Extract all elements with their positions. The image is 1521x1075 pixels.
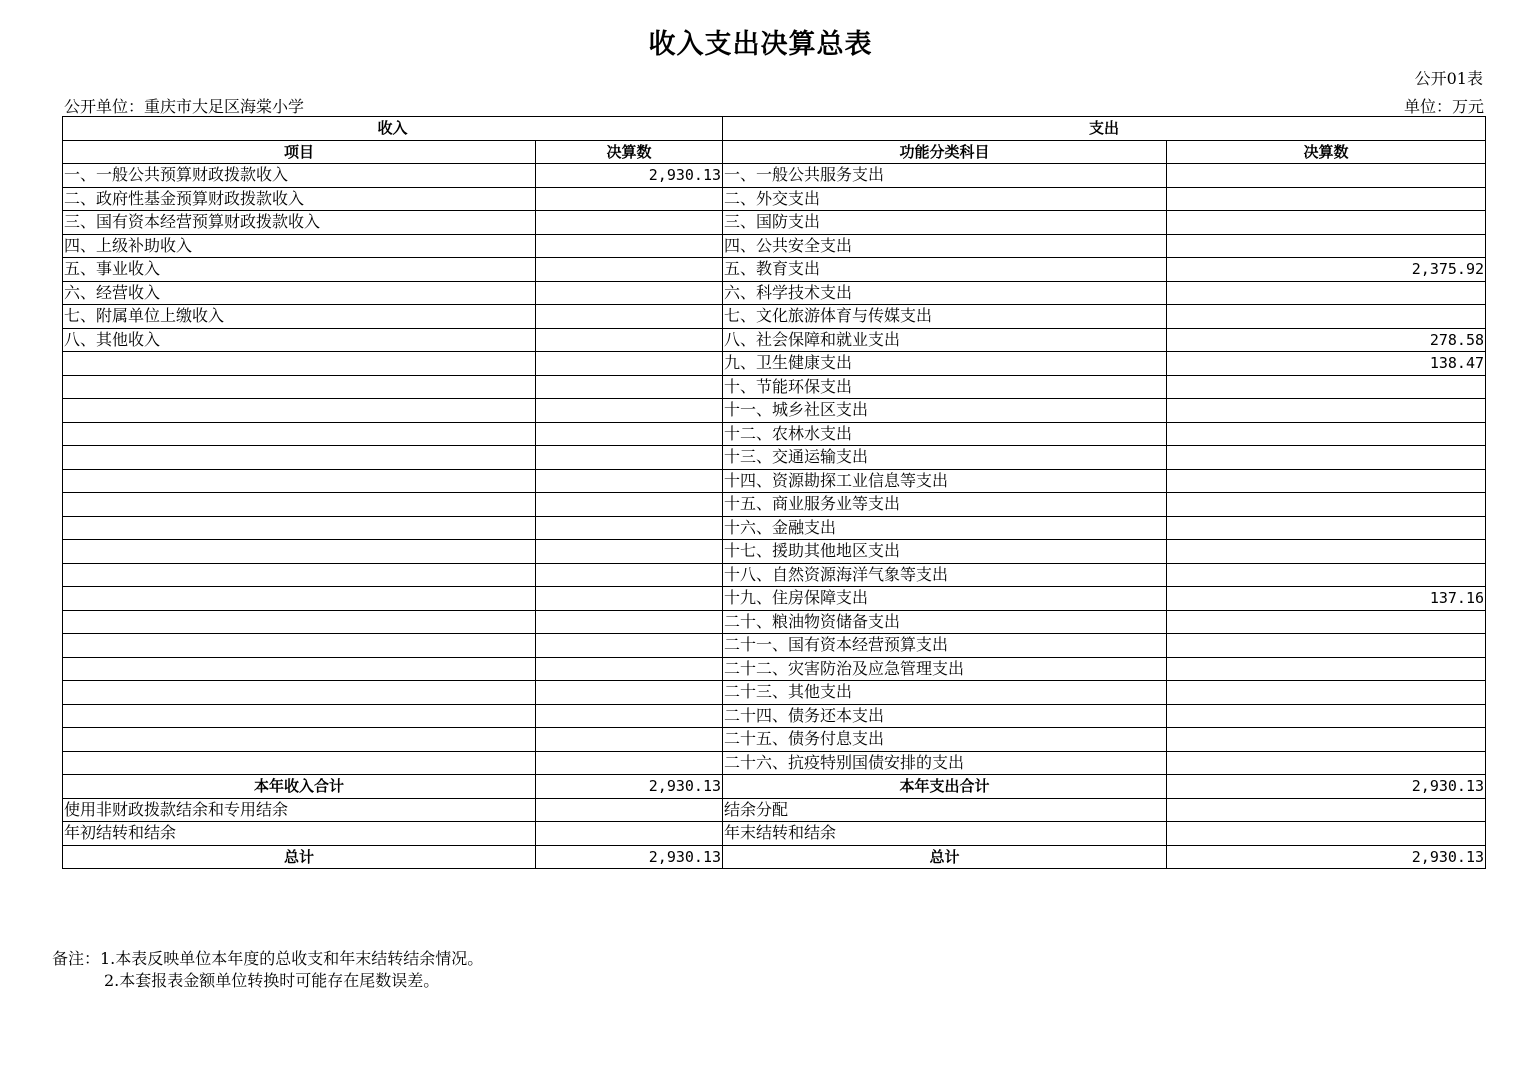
carry-row-1 [63, 798, 1486, 822]
table-row [63, 493, 1486, 517]
expense-amount [1167, 704, 1486, 728]
year-expense-label: 本年支出合计 [723, 775, 1167, 799]
grand-expense-amount: 2,930.13 [1167, 845, 1486, 869]
income-item [63, 446, 536, 470]
notes [52, 948, 483, 992]
expense-item: 十一、城乡社区支出 [723, 399, 1167, 423]
income-item: 二、政府性基金预算财政拨款收入 [63, 187, 536, 211]
income-item [63, 469, 536, 493]
header-amount-income: 决算数 [536, 140, 723, 164]
table-row [63, 281, 1486, 305]
income-amount [536, 211, 723, 235]
table-row [63, 704, 1486, 728]
carry2-income-label: 年初结转和结余 [63, 822, 536, 846]
expense-item: 十三、交通运输支出 [723, 446, 1167, 470]
income-item [63, 634, 536, 658]
income-item: 四、上级补助收入 [63, 234, 536, 258]
year-total-row [63, 775, 1486, 799]
expense-amount [1167, 681, 1486, 705]
expense-item: 八、社会保障和就业支出 [723, 328, 1167, 352]
income-item [63, 516, 536, 540]
carry1-income-amount [536, 798, 723, 822]
expense-item: 七、文化旅游体育与传媒支出 [723, 305, 1167, 329]
table-row [63, 469, 1486, 493]
expense-amount [1167, 634, 1486, 658]
expense-item: 十五、商业服务业等支出 [723, 493, 1167, 517]
expense-amount [1167, 610, 1486, 634]
expense-item: 一、一般公共服务支出 [723, 164, 1167, 188]
income-item: 六、经营收入 [63, 281, 536, 305]
income-expense-table [62, 116, 1486, 869]
income-item [63, 540, 536, 564]
expense-item: 六、科学技术支出 [723, 281, 1167, 305]
grand-income-amount: 2,930.13 [536, 845, 723, 869]
expense-item: 五、教育支出 [723, 258, 1167, 282]
expense-amount [1167, 751, 1486, 775]
table-row [63, 563, 1486, 587]
expense-item: 二十六、抗疫特别国债安排的支出 [723, 751, 1167, 775]
income-amount [536, 375, 723, 399]
year-income-label: 本年收入合计 [63, 775, 536, 799]
grand-income-label: 总计 [63, 845, 536, 869]
table-row [63, 751, 1486, 775]
table-row [63, 610, 1486, 634]
expense-item: 二十四、债务还本支出 [723, 704, 1167, 728]
expense-amount [1167, 399, 1486, 423]
table-row [63, 187, 1486, 211]
expense-item: 十二、农林水支出 [723, 422, 1167, 446]
expense-amount [1167, 281, 1486, 305]
expense-amount [1167, 375, 1486, 399]
income-item [63, 610, 536, 634]
income-item [63, 704, 536, 728]
note-line-2: 2.本套报表金额单位转换时可能存在尾数误差。 [104, 971, 440, 990]
income-amount [536, 446, 723, 470]
expense-amount [1167, 469, 1486, 493]
year-income-amount: 2,930.13 [536, 775, 723, 799]
income-item [63, 657, 536, 681]
header-row-sections [63, 117, 1486, 141]
expense-item: 二十五、债务付息支出 [723, 728, 1167, 752]
expense-item: 十、节能环保支出 [723, 375, 1167, 399]
expense-amount [1167, 516, 1486, 540]
expense-item: 四、公共安全支出 [723, 234, 1167, 258]
income-amount [536, 704, 723, 728]
income-amount [536, 234, 723, 258]
income-amount [536, 634, 723, 658]
expense-item: 十四、资源勘探工业信息等支出 [723, 469, 1167, 493]
carry2-expense-label: 年末结转和结余 [723, 822, 1167, 846]
income-amount [536, 610, 723, 634]
income-amount [536, 587, 723, 611]
expense-item: 十八、自然资源海洋气象等支出 [723, 563, 1167, 587]
income-item [63, 751, 536, 775]
table-row [63, 728, 1486, 752]
table-row [63, 211, 1486, 235]
expense-amount [1167, 563, 1486, 587]
header-item: 项目 [63, 140, 536, 164]
income-amount [536, 281, 723, 305]
grand-total-row [63, 845, 1486, 869]
expense-amount [1167, 493, 1486, 517]
table-row [63, 164, 1486, 188]
income-item [63, 587, 536, 611]
expense-amount [1167, 446, 1486, 470]
note-line-1: 备注：1.本表反映单位本年度的总收支和年末结转结余情况。 [52, 949, 484, 968]
income-item [63, 352, 536, 376]
expense-item: 十六、金融支出 [723, 516, 1167, 540]
income-item: 一、一般公共预算财政拨款收入 [63, 164, 536, 188]
income-amount [536, 493, 723, 517]
income-item [63, 728, 536, 752]
income-amount [536, 187, 723, 211]
expense-amount: 2,375.92 [1167, 258, 1486, 282]
income-item: 五、事业收入 [63, 258, 536, 282]
table-row [63, 540, 1486, 564]
header-income: 收入 [63, 117, 723, 141]
expense-amount [1167, 234, 1486, 258]
income-item [63, 399, 536, 423]
income-amount [536, 305, 723, 329]
income-amount [536, 328, 723, 352]
expense-amount [1167, 211, 1486, 235]
income-item [63, 422, 536, 446]
table-row [63, 352, 1486, 376]
income-amount [536, 352, 723, 376]
table-row [63, 657, 1486, 681]
table-row [63, 681, 1486, 705]
expense-amount [1167, 657, 1486, 681]
header-row-columns [63, 140, 1486, 164]
expense-item: 二十三、其他支出 [723, 681, 1167, 705]
table-row [63, 422, 1486, 446]
expense-item: 二十、粮油物资储备支出 [723, 610, 1167, 634]
unit-line [64, 94, 1484, 116]
income-item [63, 681, 536, 705]
income-amount [536, 469, 723, 493]
table-row [63, 399, 1486, 423]
header-func-item: 功能分类科目 [723, 140, 1167, 164]
totals-section [63, 775, 1486, 869]
income-amount [536, 422, 723, 446]
header-amount-expense: 决算数 [1167, 140, 1486, 164]
table-row [63, 516, 1486, 540]
expense-item: 十七、援助其他地区支出 [723, 540, 1167, 564]
table-row [63, 328, 1486, 352]
carry1-income-label: 使用非财政拨款结余和专用结余 [63, 798, 536, 822]
expense-amount: 138.47 [1167, 352, 1486, 376]
table-row [63, 234, 1486, 258]
expense-item: 二、外交支出 [723, 187, 1167, 211]
income-amount: 2,930.13 [536, 164, 723, 188]
carry2-income-amount [536, 822, 723, 846]
table-row [63, 634, 1486, 658]
income-item [63, 493, 536, 517]
income-amount [536, 728, 723, 752]
table-row [63, 446, 1486, 470]
expense-amount: 137.16 [1167, 587, 1486, 611]
expense-item: 三、国防支出 [723, 211, 1167, 235]
header-expense: 支出 [723, 117, 1486, 141]
table-row [63, 587, 1486, 611]
carry1-expense-amount [1167, 798, 1486, 822]
income-item: 八、其他收入 [63, 328, 536, 352]
income-amount [536, 563, 723, 587]
income-amount [536, 258, 723, 282]
income-amount [536, 657, 723, 681]
table-row [63, 375, 1486, 399]
income-amount [536, 540, 723, 564]
income-item [63, 375, 536, 399]
income-amount [536, 681, 723, 705]
income-amount [536, 751, 723, 775]
page-title: 收入支出决算总表 [648, 29, 873, 60]
expense-amount [1167, 305, 1486, 329]
table-row [63, 305, 1486, 329]
carry2-expense-amount [1167, 822, 1486, 846]
expense-item: 二十一、国有资本经营预算支出 [723, 634, 1167, 658]
income-amount [536, 399, 723, 423]
expense-amount [1167, 164, 1486, 188]
year-expense-amount: 2,930.13 [1167, 775, 1486, 799]
expense-item: 二十二、灾害防治及应急管理支出 [723, 657, 1167, 681]
carry1-expense-label: 结余分配 [723, 798, 1167, 822]
income-amount [536, 516, 723, 540]
table-row [63, 258, 1486, 282]
expense-amount: 278.58 [1167, 328, 1486, 352]
expense-amount [1167, 728, 1486, 752]
income-item [63, 563, 536, 587]
org-label: 公开单位：重庆市大足区海棠小学 [64, 97, 305, 116]
expense-amount [1167, 422, 1486, 446]
income-item: 三、国有资本经营预算财政拨款收入 [63, 211, 536, 235]
grand-expense-label: 总计 [723, 845, 1167, 869]
expense-amount [1167, 540, 1486, 564]
expense-amount [1167, 187, 1486, 211]
income-item: 七、附属单位上缴收入 [63, 305, 536, 329]
carry-row-2 [63, 822, 1486, 846]
table-number: 公开01表 [1414, 69, 1483, 88]
expense-item: 九、卫生健康支出 [723, 352, 1167, 376]
expense-item: 十九、住房保障支出 [723, 587, 1167, 611]
unit-label: 单位：万元 [1403, 97, 1484, 116]
